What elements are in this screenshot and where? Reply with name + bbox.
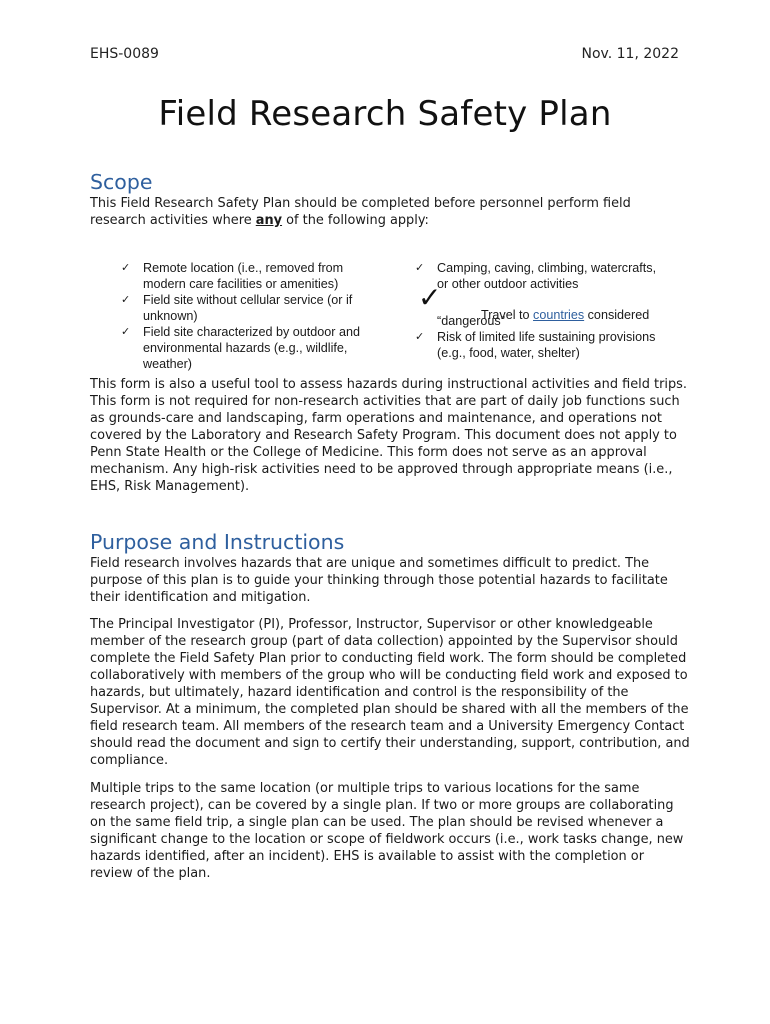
list-item-text: Field site without cellular service (or if unknown) [143,293,353,323]
scope-intro-start: This Field Research Safety Plan should be completed before personnel perform field research activities where [90,196,631,228]
list-item-text: Field site characterized by outdoor and environmental hazards (e.g., wildlife, weather) [143,325,361,371]
checkmark-icon: ✓ [415,331,425,343]
scope-criteria-left [121,260,371,372]
list-item [415,329,670,361]
page-title: Field Research Safety Plan [158,94,612,134]
list-item [121,292,371,324]
checkmark-icon: ✓ [121,262,131,274]
document-id: EHS-0089 [90,46,159,62]
list-item-text: Camping, caving, climbing, watercrafts, or other outdoor activities [437,261,657,291]
list-item-text: Remote location (i.e., removed from modern care facilities or amenities) [143,261,344,291]
dangerous-text: “dangerous” [437,314,505,328]
checkmark-icon: ✓ [415,262,425,274]
list-item [121,324,371,372]
purpose-paragraph-3: Multiple trips to the same location (or multiple trips to various locations for the same research project), can be covered by a single plan. If two or more groups are collaborating on the same field trip, a single plan can be used. The plan should be revised whenever a significant change to the location or scope of fieldwork occurs (i.e., work tasks change, new hazards identified, after an incident). EHS is available to assist with the completion or review of the plan. [90,781,684,881]
scope-intro-emphasis: any [255,213,283,228]
list-item-text: Risk of limited life sustaining provisions (e.g., food, water, shelter) [437,330,656,360]
purpose-paragraph-1: Field research involves hazards that are unique and sometimes difficult to predict. The purpose of this plan is to guide your thinking through those potential hazards to facilitate their identification and mitigation. [90,556,668,605]
large-checkmark-icon: ✓ [418,281,442,314]
list-item [121,260,371,292]
scope-body: This form is also a useful tool to assess hazards during instructional activities and field trips. This form is not required for non-research activities that are part of daily job functions such as grounds-care and landscaping, farm operations and maintenance, and operations not covered by the Laboratory and Research Safety Program. This document does not apply to Penn State Health or the College of Medicine. This form does not serve as an approval mechanism. Any high-risk activities need to be approved through appropriate means (i.e., EHS, Risk Management). [90,377,687,494]
scope-criteria-right-2 [415,329,670,361]
checkmark-icon: ✓ [121,326,131,338]
travel-item [481,308,649,322]
purpose-paragraph-2: The Principal Investigator (PI), Professor, Instructor, Supervisor or other knowledgeable member of the research group (part of data collection) appointed by the Supervisor should complete the Field Safety Plan prior to conducting field work. The form should be completed collaboratively with members of the group who will be conducting field work and exposed to hazards, but ultimately, hazard identification and control is the responsibility of the Supervisor. At a minimum, the completed plan should be shared with all the members of the field research team. All members of the research team and a University Emergency Contact should read the document and sign to certify their understanding, support, contribution, and compliance. [90,617,690,768]
scope-intro [90,195,690,229]
countries-link[interactable]: countries [533,308,585,322]
purpose-heading: Purpose and Instructions [90,530,345,554]
travel-text: Travel to [481,308,534,322]
scope-heading: Scope [90,170,153,194]
travel-text-end: considered [584,308,650,322]
document-date: Nov. 11, 2022 [581,46,679,62]
list-item [415,260,670,292]
scope-criteria-right [415,260,670,292]
scope-intro-end: of the following apply: [282,213,429,228]
checkmark-icon: ✓ [121,294,131,306]
